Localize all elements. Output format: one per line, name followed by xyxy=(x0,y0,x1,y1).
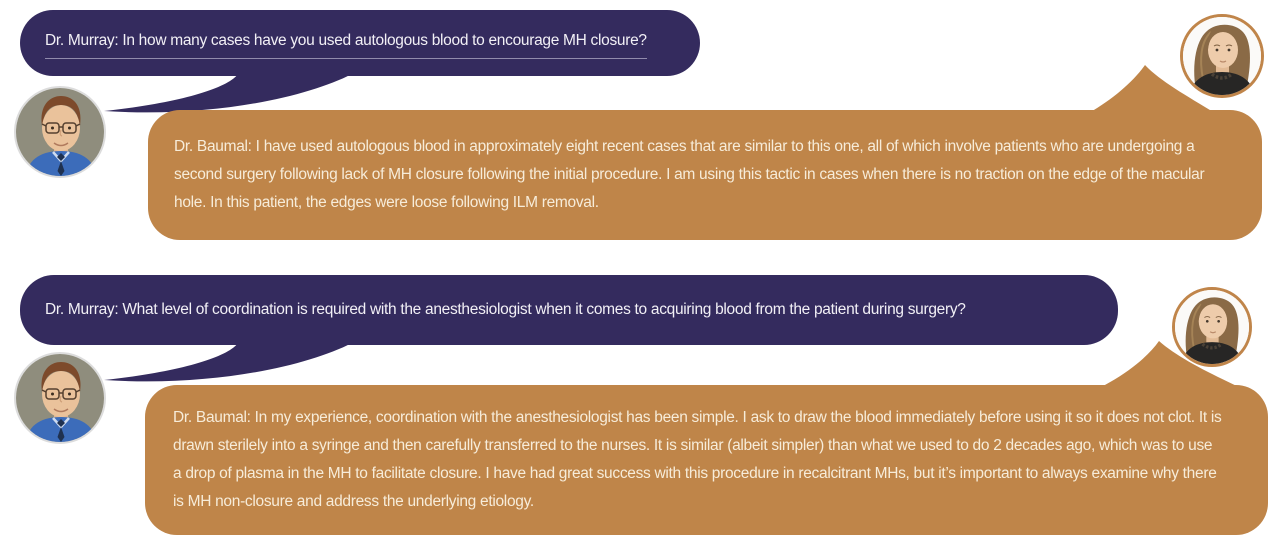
baumal-answer-1-bubble xyxy=(148,110,1262,240)
murray-question-1-bubble xyxy=(20,10,700,76)
baumal-answer-2-text: Dr. Baumal: In my experience, coordination with the anesthesiologist has been simple. I ask to draw the blood immediately before using it so it does not clot. It is drawn sterilely into a syringe and then carefully transferred to the nurses. It is similar (albeit simpler) than what we used to do 2 decades ago, which was to use a drop of plasma in the MH to facilitate closure. I have had great success with this procedure in recalcitrant MHs, but it’s important to always examine why there is MH non-closure and address the underlying etiology. xyxy=(173,409,1222,510)
baumal-answer-1-text: Dr. Baumal: I have used autologous blood in approximately eight recent cases that are similar to this one, all of which involve patients who are undergoing a second surgery following lack of MH closure following the initial procedure. I am using this tactic in cases when there is no traction on the edge of the macular hole. In this patient, the edges were loose following ILM removal. xyxy=(174,138,1205,211)
dr-murray-avatar xyxy=(14,86,106,178)
speech-tail-icon xyxy=(100,343,360,387)
dr-baumal-avatar xyxy=(1180,14,1264,98)
murray-question-1-text: Dr. Murray: In how many cases have you used autologous blood to encourage MH closure? xyxy=(45,27,647,59)
dr-baumal-avatar xyxy=(1172,287,1252,367)
dr-murray-photo xyxy=(16,88,104,176)
dr-murray-avatar xyxy=(14,352,106,444)
baumal-answer-2-bubble xyxy=(145,385,1268,535)
murray-question-2-bubble xyxy=(20,275,1118,345)
dr-baumal-photo xyxy=(1183,17,1261,95)
dr-murray-photo xyxy=(16,354,104,442)
dr-baumal-photo xyxy=(1175,290,1249,364)
murray-question-2-text: Dr. Murray: What level of coordination is required with the anesthesiologist when it comes to acquiring blood from the patient during surgery? xyxy=(45,301,966,318)
